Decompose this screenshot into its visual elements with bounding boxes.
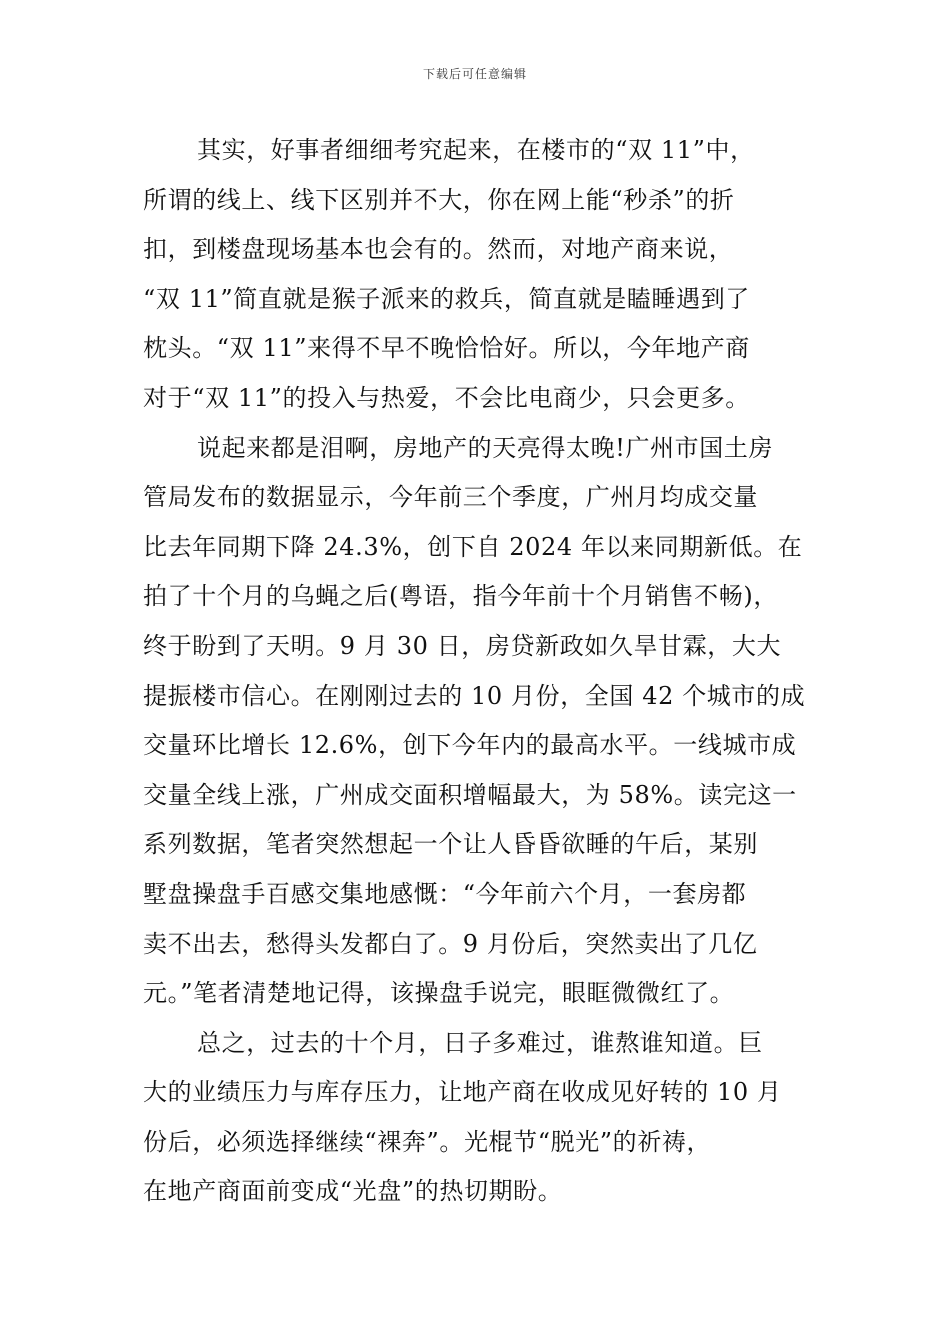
text-line: 总之，过去的十个月，日子多难过，谁熬谁知道。巨: [197, 1028, 763, 1057]
text-line: 终于盼到了天明。9 月 30 日，房贷新政如久旱甘霖，大大: [143, 631, 782, 660]
text-line: 份后，必须选择继续“裸奔”。光棍节“脱光”的祈祷，: [143, 1127, 712, 1156]
text-line: 扣，到楼盘现场基本也会有的。然而，对地产商来说，: [143, 235, 734, 264]
text-line: 说起来都是泪啊，房地产的天亮得太晚!广州市国土房: [197, 433, 774, 462]
document-body: [143, 126, 809, 1217]
text-line: 提振楼市信心。在刚刚过去的 10 月份，全国 42 个城市的成: [143, 681, 806, 710]
text-line: 系列数据，笔者突然想起一个让人昏昏欲睡的午后，某别: [143, 830, 758, 859]
header-note: 下载后可任意编辑: [422, 67, 527, 81]
text-line: 在地产商面前变成“光盘”的热切期盼。: [143, 1177, 563, 1206]
text-line: 卖不出去，愁得头发都白了。9 月份后，突然卖出了几亿: [143, 929, 758, 958]
text-line: 元。”笔者清楚地记得，该操盘手说完，眼眶微微红了。: [143, 979, 735, 1008]
paragraph-3: [143, 1019, 809, 1217]
text-line: 交量全线上涨，广州成交面积增幅最大，为 58%。读完这一: [143, 780, 797, 809]
text-line: 所谓的线上、线下区别并不大，你在网上能“秒杀”的折: [143, 185, 735, 214]
text-line: 枕头。“双 11”来得不早不晚恰恰好。所以，今年地产商: [143, 334, 750, 363]
text-line: 对于“双 11”的投入与热爱，不会比电商少，只会更多。: [143, 383, 750, 412]
text-line: 拍了十个月的乌蝇之后(粤语，指今年前十个月销售不畅)，: [143, 582, 778, 611]
text-line: 其实，好事者细细考究起来，在楼市的“双 11”中，: [197, 136, 755, 164]
text-line: 墅盘操盘手百感交集地感慨：“今年前六个月，一套房都: [143, 879, 747, 908]
text-line: 比去年同期下降 24.3%，创下自 2024 年以来同期新低。在: [143, 532, 803, 561]
text-line: 管局发布的数据显示，今年前三个季度，广州月均成交量: [143, 483, 758, 512]
paragraph-1: [143, 126, 809, 424]
text-line: 交量环比增长 12.6%，创下今年内的最高水平。一线城市成: [143, 731, 797, 760]
text-line: 大的业绩压力与库存压力，让地产商在收成见好转的 10 月: [143, 1078, 782, 1107]
paragraph-2: [143, 424, 809, 1019]
text-line: “双 11”简直就是猴子派来的救兵，简直就是瞌睡遇到了: [143, 284, 750, 313]
